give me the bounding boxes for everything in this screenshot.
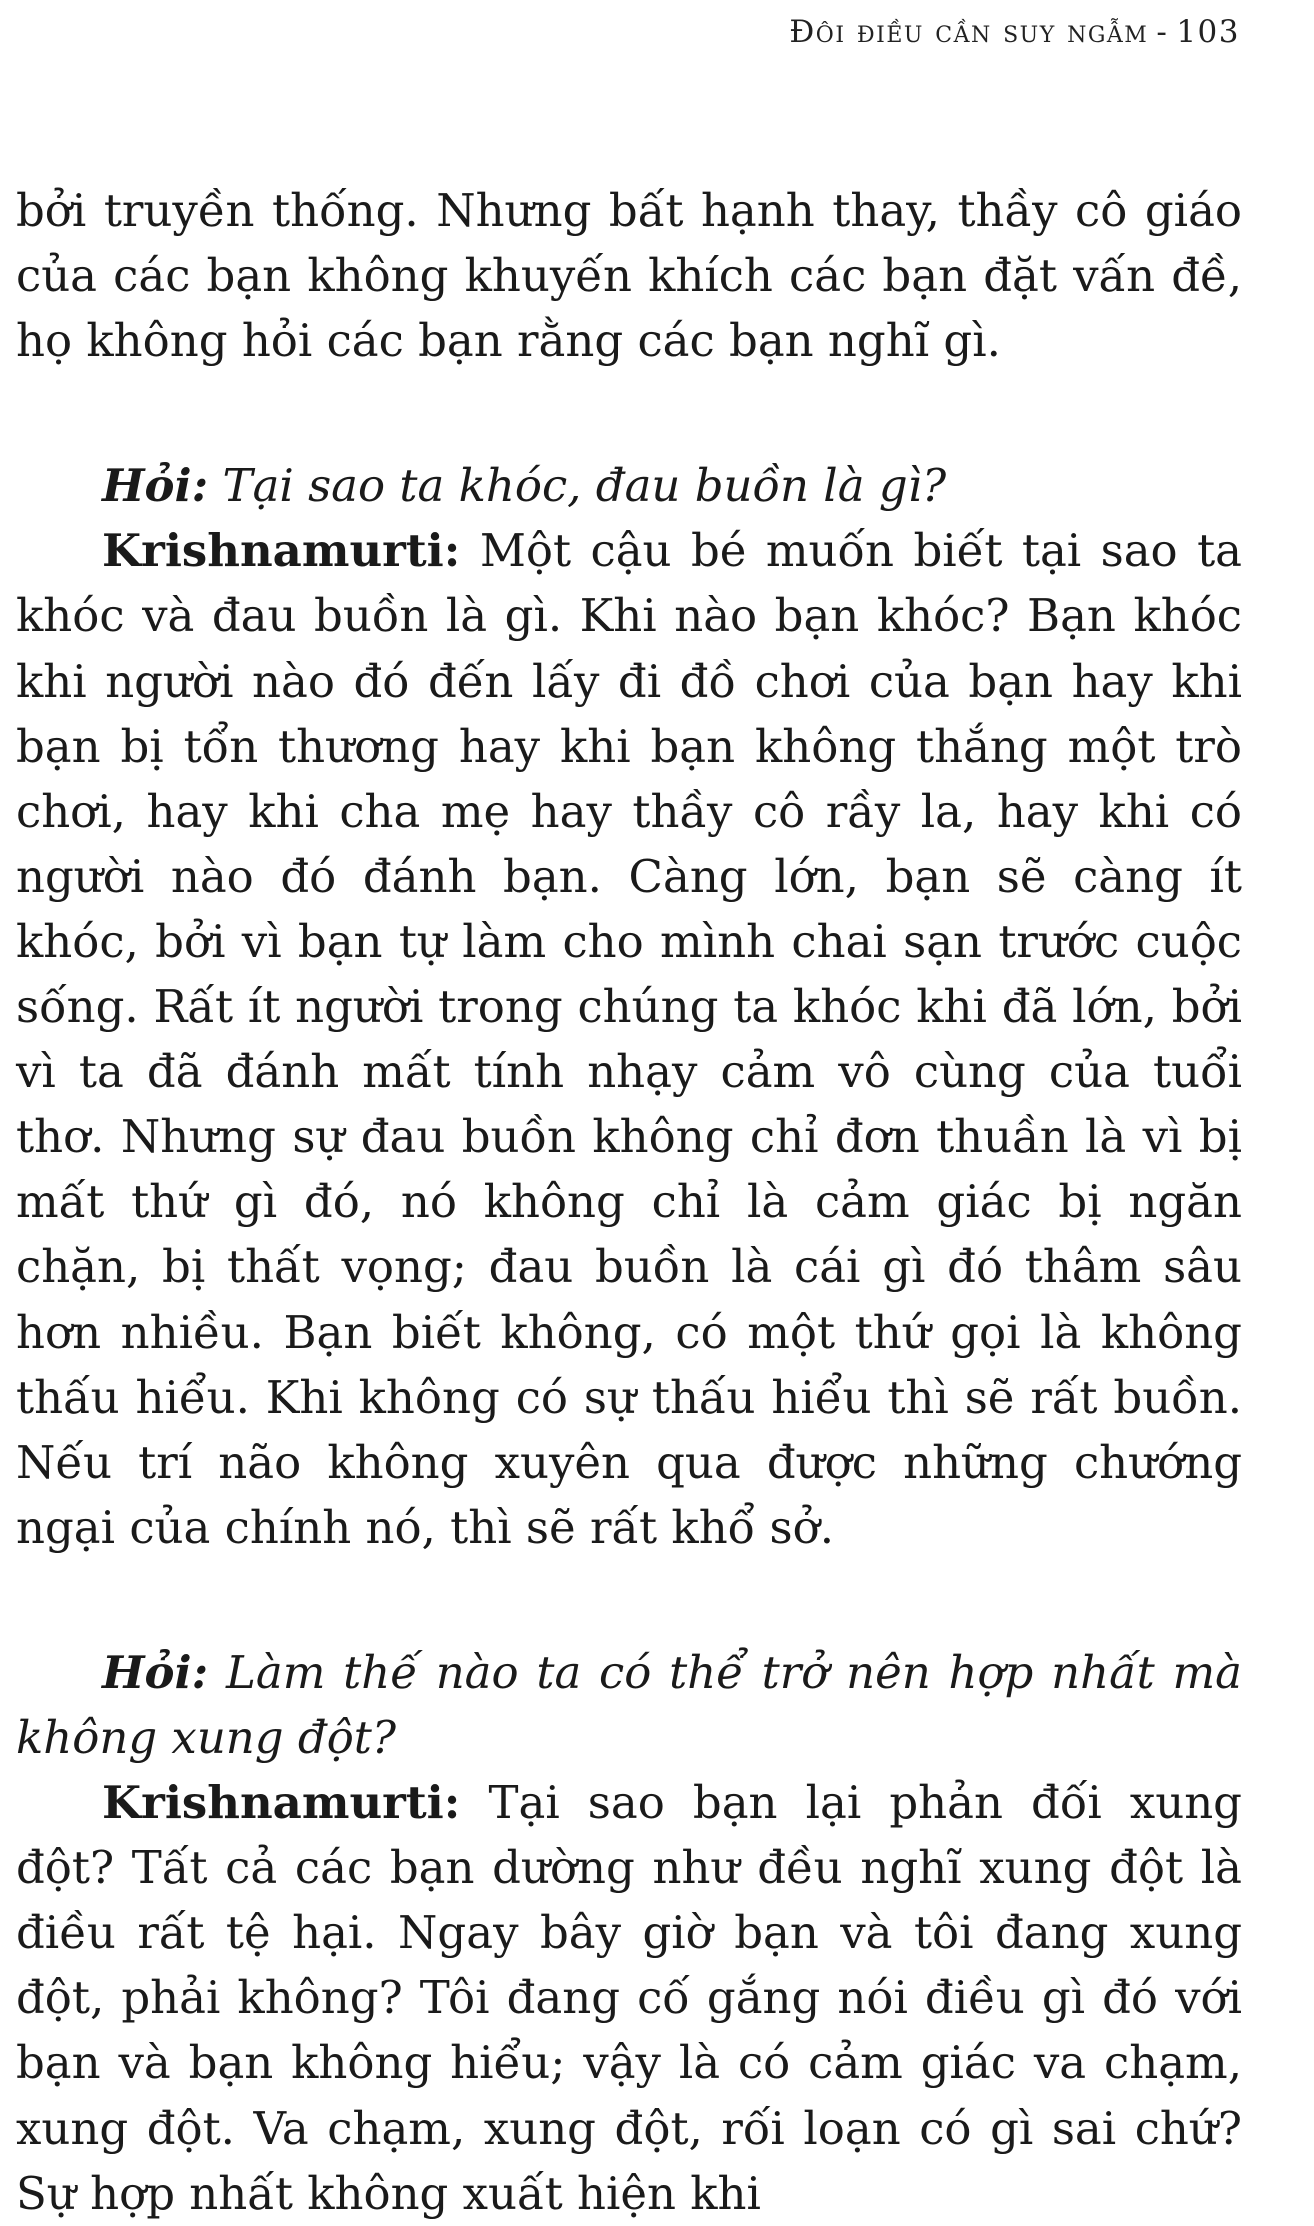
page-body xyxy=(16,178,1242,2226)
running-header xyxy=(789,14,1240,50)
question-1-text: Tại sao ta khóc, đau buồn là gì? xyxy=(208,459,947,513)
question-2 xyxy=(16,1640,1242,1770)
answer-2-label: Krishnamurti: xyxy=(102,1776,461,1830)
header-separator: - xyxy=(1156,14,1169,50)
continuation-paragraph: bởi truyền thống. Nhưng bất hạnh thay, thầy cô giáo của các bạn không khuyến khích các bạn đặt vấn đề, họ không hỏi các bạn rằng các bạn nghĩ gì. xyxy=(16,184,1242,368)
answer-1-text: Một cậu bé muốn biết tại sao ta khóc và đau buồn là gì. Khi nào bạn khóc? Bạn khóc khi người nào đó đến lấy đi đồ chơi của bạn hay khi bạn bị tổn thương hay khi bạn không thắng một trò chơi, hay khi cha mẹ hay thầy cô rầy la, hay khi có người nào đó đánh bạn. Càng lớn, bạn sẽ càng ít khóc, bởi vì bạn tự làm cho mình chai sạn trước cuộc sống. Rất ít người trong chúng ta khóc khi đã lớn, bởi vì ta đã đánh mất tính nhạy cảm vô cùng của tuổi thơ. Nhưng sự đau buồn không chỉ đơn thuần là vì bị mất thứ gì đó, nó không chỉ là cảm giác bị ngăn chặn, bị thất vọng; đau buồn là cái gì đó thâm sâu hơn nhiều. Bạn biết không, có một thứ gọi là không thấu hiểu. Khi không có sự thấu hiểu thì sẽ rất buồn. Nếu trí não không xuyên qua được những chướng ngại của chính nó, thì sẽ rất khổ sở. xyxy=(16,524,1242,1554)
page-number: 103 xyxy=(1176,14,1240,50)
question-1 xyxy=(16,453,1242,518)
answer-2 xyxy=(16,1770,1242,2226)
question-1-label: Hỏi: xyxy=(102,459,209,513)
chapter-title: Đôi điều cần suy ngẫm xyxy=(789,14,1149,50)
answer-1 xyxy=(16,518,1242,1560)
answer-1-label: Krishnamurti: xyxy=(102,524,461,578)
question-2-label: Hỏi: xyxy=(102,1645,209,1699)
question-2-text: Làm thế nào ta có thể trở nên hợp nhất mà không xung đột? xyxy=(16,1645,1242,1764)
answer-2-text: Tại sao bạn lại phản đối xung đột? Tất cả các bạn dường như đều nghĩ xung đột là điều rất tệ hại. Ngay bây giờ bạn và tôi đang xung đột, phải không? Tôi đang cố gắng nói điều gì đó với bạn và bạn không hiểu; vậy là có cảm giác va chạm, xung đột. Va chạm, xung đột, rối loạn có gì sai chứ? Sự hợp nhất không xuất hiện khi xyxy=(16,1776,1242,2220)
